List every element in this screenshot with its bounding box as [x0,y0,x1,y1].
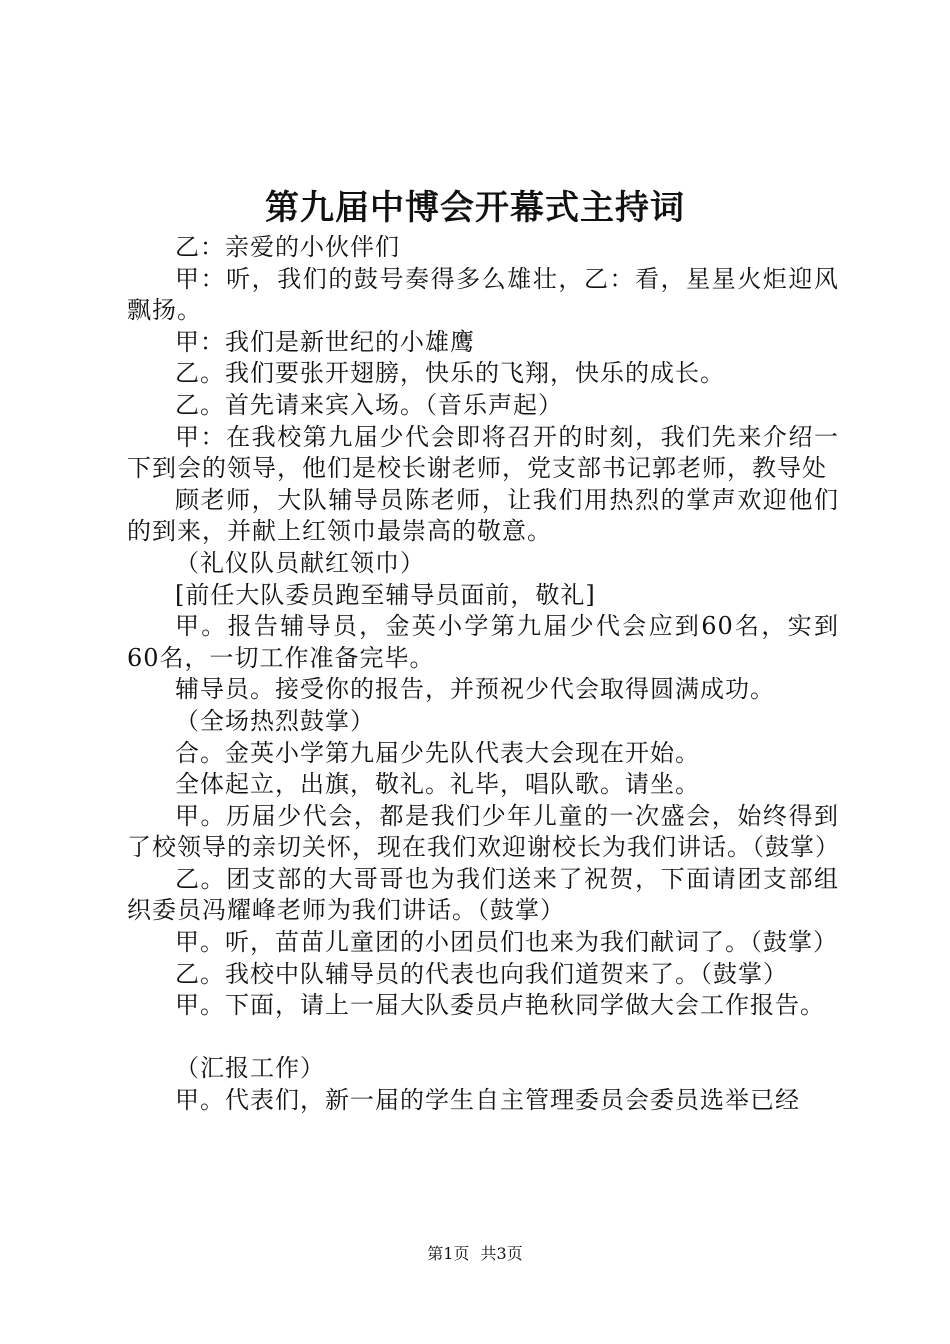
paragraph: 乙。首先请来宾入场。（音乐声起） [175,390,563,419]
paragraph: 甲：我们是新世纪的小雄鹰 [175,327,475,356]
paragraph: 甲。下面，请上一届大队委员卢艳秋同学做大会工作报告。 [175,991,825,1020]
paragraph: 甲。历届少代会，都是我们少年儿童的一次盛会，始终得到了校领导的亲切关怀，现在我们欢迎谢校长为我们讲话。（鼓掌） [127,801,840,862]
paragraph: 辅导员。接受你的报告，并预祝少代会取得圆满成功。 [175,675,775,704]
document-title: 第九届中博会开幕式主持词 [265,188,685,228]
page-number: 第1页 [427,1244,470,1263]
paragraph: （礼仪队员献红领巾） [175,548,425,577]
page-total: 共3页 [480,1244,523,1263]
page-footer [0,1243,950,1265]
paragraph: 甲。代表们，新一届的学生自主管理委员会委员选举已经 [175,1086,800,1115]
paragraph: 乙。我校中队辅导员的代表也向我们道贺来了。（鼓掌） [175,959,788,988]
paragraph: 乙。团支部的大哥哥也为我们送来了祝贺，下面请团支部组织委员冯耀峰老师为我们讲话。（鼓掌） [127,864,839,925]
paragraph: 合。金英小学第九届少先队代表大会现在开始。 [175,738,700,767]
paragraph: 甲。报告辅导员，金英小学第九届少代会应到60名，实到60名，一切工作准备完毕。 [127,612,839,672]
paragraph: 甲：听，我们的鼓号奏得多么雄壮，乙：看，星星火炬迎风飘扬。 [127,264,839,325]
paragraph: 甲。听，苗苗儿童团的小团员们也来为我们献词了。（鼓掌） [175,928,838,957]
document-body [127,232,839,1117]
paragraph: 乙。我们要张开翅膀，快乐的飞翔，快乐的成长。 [175,359,725,388]
paragraph: 全体起立，出旗，敬礼。礼毕，唱队歌。请坐。 [175,770,700,799]
paragraph: [前任大队委员跑至辅导员面前，敬礼] [175,580,596,609]
paragraph: （汇报工作） [175,1054,325,1083]
paragraph: 顾老师，大队辅导员陈老师，让我们用热烈的掌声欢迎他们的到来，并献上红领巾最崇高的敬意。 [127,485,839,546]
paragraph: （全场热烈鼓掌） [175,706,375,735]
paragraph: 乙：亲爱的小伙伴们 [175,233,400,261]
paragraph: 甲：在我校第九届少代会即将召开的时刻，我们先来介绍一下到会的领导，他们是校长谢老师，党支部书记郭老师，教导处 [127,422,839,483]
